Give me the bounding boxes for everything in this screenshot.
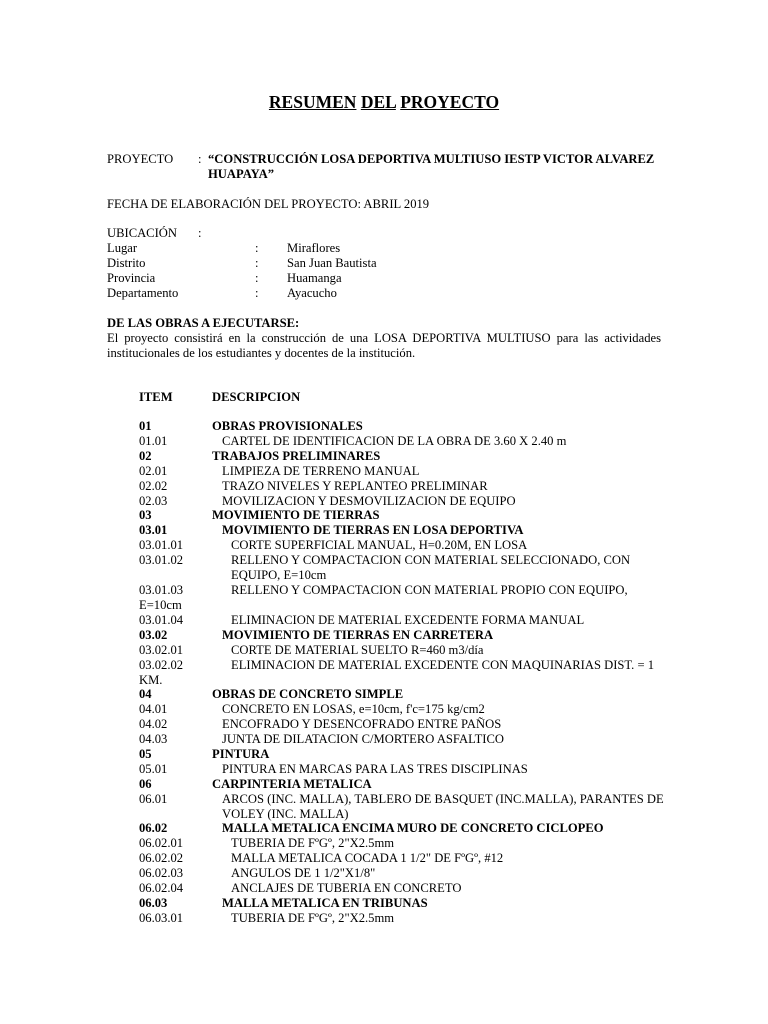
row-desc: MALLA METALICA COCADA 1 1/2" DE FºGº, #12 (231, 851, 504, 865)
ubicacion-provincia-label: Provincia (107, 271, 156, 285)
row-item: 03.02.02 (139, 658, 184, 672)
row-item: 04.01 (139, 702, 168, 716)
table-row (139, 702, 679, 717)
row-desc: MALLA METALICA EN TRIBUNAS (222, 896, 428, 910)
row-desc: ELIMINACION DE MATERIAL EXCEDENTE FORMA MANUAL (231, 613, 585, 627)
title-word-3: PROYECTO (400, 92, 500, 112)
row-desc: MOVIMIENTO DE TIERRAS EN LOSA DEPORTIVA (222, 523, 524, 537)
row-desc: ENCOFRADO Y DESENCOFRADO ENTRE PAÑOS (222, 717, 502, 731)
row-desc: RELLENO Y COMPACTACION CON MATERIAL SELECCIONADO, CON EQUIPO, E=10cm (231, 553, 631, 582)
ubicacion-provincia-value: Huamanga (287, 271, 342, 285)
row-desc: CONCRETO EN LOSAS, e=10cm, f'c=175 kg/cm2 (222, 702, 485, 716)
table-row (139, 717, 679, 732)
proyecto-value: “CONSTRUCCIÓN LOSA DEPORTIVA MULTIUSO IESTP VICTOR ALVAREZ HUAPAYA” (208, 152, 655, 181)
ubicacion-distrito-value: San Juan Bautista (287, 256, 377, 270)
row-desc: ARCOS (INC. MALLA), TABLERO DE BASQUET (INC.MALLA), PARANTES DE VOLEY (INC. MALLA) (222, 792, 664, 821)
row-item: 06.03.01 (139, 911, 184, 925)
row-item: 06.02.04 (139, 881, 184, 895)
proyecto-colon: : (198, 152, 202, 166)
row-item: 06.02.02 (139, 851, 184, 865)
row-desc: TUBERIA DE FºGº, 2"X2.5mm (231, 911, 395, 925)
title-word-1: RESUMEN (268, 92, 357, 112)
row-item: 03 (139, 508, 152, 522)
row-item: 06.02 (139, 821, 168, 835)
table-row (139, 896, 679, 911)
ubicacion-lugar-colon: : (255, 241, 259, 255)
row-item: 04 (139, 687, 152, 701)
row-desc: OBRAS DE CONCRETO SIMPLE (212, 687, 404, 701)
table-row (139, 777, 679, 792)
row-item: 06.01 (139, 792, 168, 806)
ubicacion-provincia-colon: : (255, 271, 259, 285)
table-row (139, 464, 679, 479)
row-item: 03.01.03 (139, 583, 184, 597)
table-row (139, 434, 679, 449)
row-desc: MOVIMIENTO DE TIERRAS (212, 508, 380, 522)
table-row (139, 747, 679, 762)
row-desc: MOVIMIENTO DE TIERRAS EN CARRETERA (222, 628, 494, 642)
table-row (139, 523, 679, 538)
row-item: 06.03 (139, 896, 168, 910)
row-item: 03.02.01 (139, 643, 184, 657)
table-row (139, 792, 679, 821)
row-desc: TUBERIA DE FºGº, 2"X2.5mm (231, 836, 395, 850)
row-item: 06.02.03 (139, 866, 184, 880)
row-desc: TRAZO NIVELES Y REPLANTEO PRELIMINAR (222, 479, 488, 493)
row-desc: JUNTA DE DILATACION C/MORTERO ASFALTICO (222, 732, 504, 746)
ubicacion-lugar-label: Lugar (107, 241, 138, 255)
table-row (139, 643, 679, 658)
table-header-desc: DESCRIPCION (212, 390, 301, 404)
table-row (139, 881, 679, 896)
ubicacion-departamento-colon: : (255, 286, 259, 300)
table-row (139, 851, 679, 866)
table-row (139, 419, 679, 434)
table-row (139, 583, 679, 598)
table-row (139, 732, 679, 747)
row-item: 03.02 (139, 628, 168, 642)
row-item: 05 (139, 747, 152, 761)
row-desc: ELIMINACION DE MATERIAL EXCEDENTE CON MAQUINARIAS DIST. = 1 (231, 658, 655, 672)
ubicacion-label: UBICACIÓN (107, 226, 177, 240)
ubicacion-distrito-colon: : (255, 256, 259, 270)
table-row (139, 762, 679, 777)
row-item: 05.01 (139, 762, 168, 776)
row-desc: PINTURA EN MARCAS PARA LAS TRES DISCIPLINAS (222, 762, 528, 776)
row-item: 06 (139, 777, 152, 791)
obras-heading: DE LAS OBRAS A EJECUTARSE: (107, 316, 300, 330)
row-item: 02.01 (139, 464, 168, 478)
row-desc: CORTE SUPERFICIAL MANUAL, H=0.20M, EN LOSA (231, 538, 528, 552)
page-title (0, 92, 768, 112)
row-item: 03.01 (139, 523, 168, 537)
fecha-elaboracion: FECHA DE ELABORACIÓN DEL PROYECTO: ABRIL 2019 (107, 197, 430, 211)
row-item: 03.01.01 (139, 538, 184, 552)
ubicacion-distrito-label: Distrito (107, 256, 146, 270)
row-desc: CARTEL DE IDENTIFICACION DE LA OBRA DE 3.60 X 2.40 m (222, 434, 567, 448)
table-row (139, 538, 679, 553)
row-desc: TRABAJOS PRELIMINARES (212, 449, 381, 463)
row-item: 01 (139, 419, 152, 433)
row-item: 02 (139, 449, 152, 463)
obras-paragraph: El proyecto consistirá en la construcción de una LOSA DEPORTIVA MULTIUSO para las actividades institucionales de los estudiantes y docentes de la institución. (107, 331, 661, 360)
table-row (139, 508, 679, 523)
row-item: 02.03 (139, 494, 168, 508)
row-item: 06.02.01 (139, 836, 184, 850)
row-desc: RELLENO Y COMPACTACION CON MATERIAL PROPIO CON EQUIPO, (231, 583, 628, 597)
ubicacion-colon: : (198, 226, 202, 240)
row-desc: CARPINTERIA METALICA (212, 777, 372, 791)
table-row (139, 911, 679, 926)
row-desc: CORTE DE MATERIAL SUELTO R=460 m3/día (231, 643, 484, 657)
table-row (139, 866, 679, 881)
proyecto-label: PROYECTO (107, 152, 174, 166)
table-row (139, 658, 679, 673)
row-item: 04.02 (139, 717, 168, 731)
ubicacion-departamento-value: Ayacucho (287, 286, 337, 300)
ubicacion-departamento-label: Departamento (107, 286, 179, 300)
row-desc: MALLA METALICA ENCIMA MURO DE CONCRETO CICLOPEO (222, 821, 604, 835)
row-desc-wrap: E=10cm (139, 598, 182, 612)
row-item: 04.03 (139, 732, 168, 746)
row-item: 03.01.04 (139, 613, 184, 627)
table-row (139, 479, 679, 494)
table-row (139, 821, 679, 836)
table-row (139, 687, 679, 702)
row-item: 01.01 (139, 434, 168, 448)
table-row (139, 553, 679, 582)
table-row (139, 836, 679, 851)
row-desc: MOVILIZACION Y DESMOVILIZACION DE EQUIPO (222, 494, 516, 508)
row-desc: ANGULOS DE 1 1/2"X1/8" (231, 866, 376, 880)
row-desc: PINTURA (212, 747, 270, 761)
row-item: 02.02 (139, 479, 168, 493)
title-word-2: DEL (360, 92, 396, 112)
table-header-item: ITEM (139, 390, 173, 404)
row-desc: ANCLAJES DE TUBERIA EN CONCRETO (231, 881, 462, 895)
table-row (139, 449, 679, 464)
row-desc: OBRAS PROVISIONALES (212, 419, 363, 433)
ubicacion-lugar-value: Miraflores (287, 241, 341, 255)
row-item: 03.01.02 (139, 553, 184, 567)
table-row (139, 628, 679, 643)
table-row (139, 494, 679, 509)
row-desc-wrap: KM. (139, 673, 163, 687)
row-desc: LIMPIEZA DE TERRENO MANUAL (222, 464, 420, 478)
table-row (139, 613, 679, 628)
